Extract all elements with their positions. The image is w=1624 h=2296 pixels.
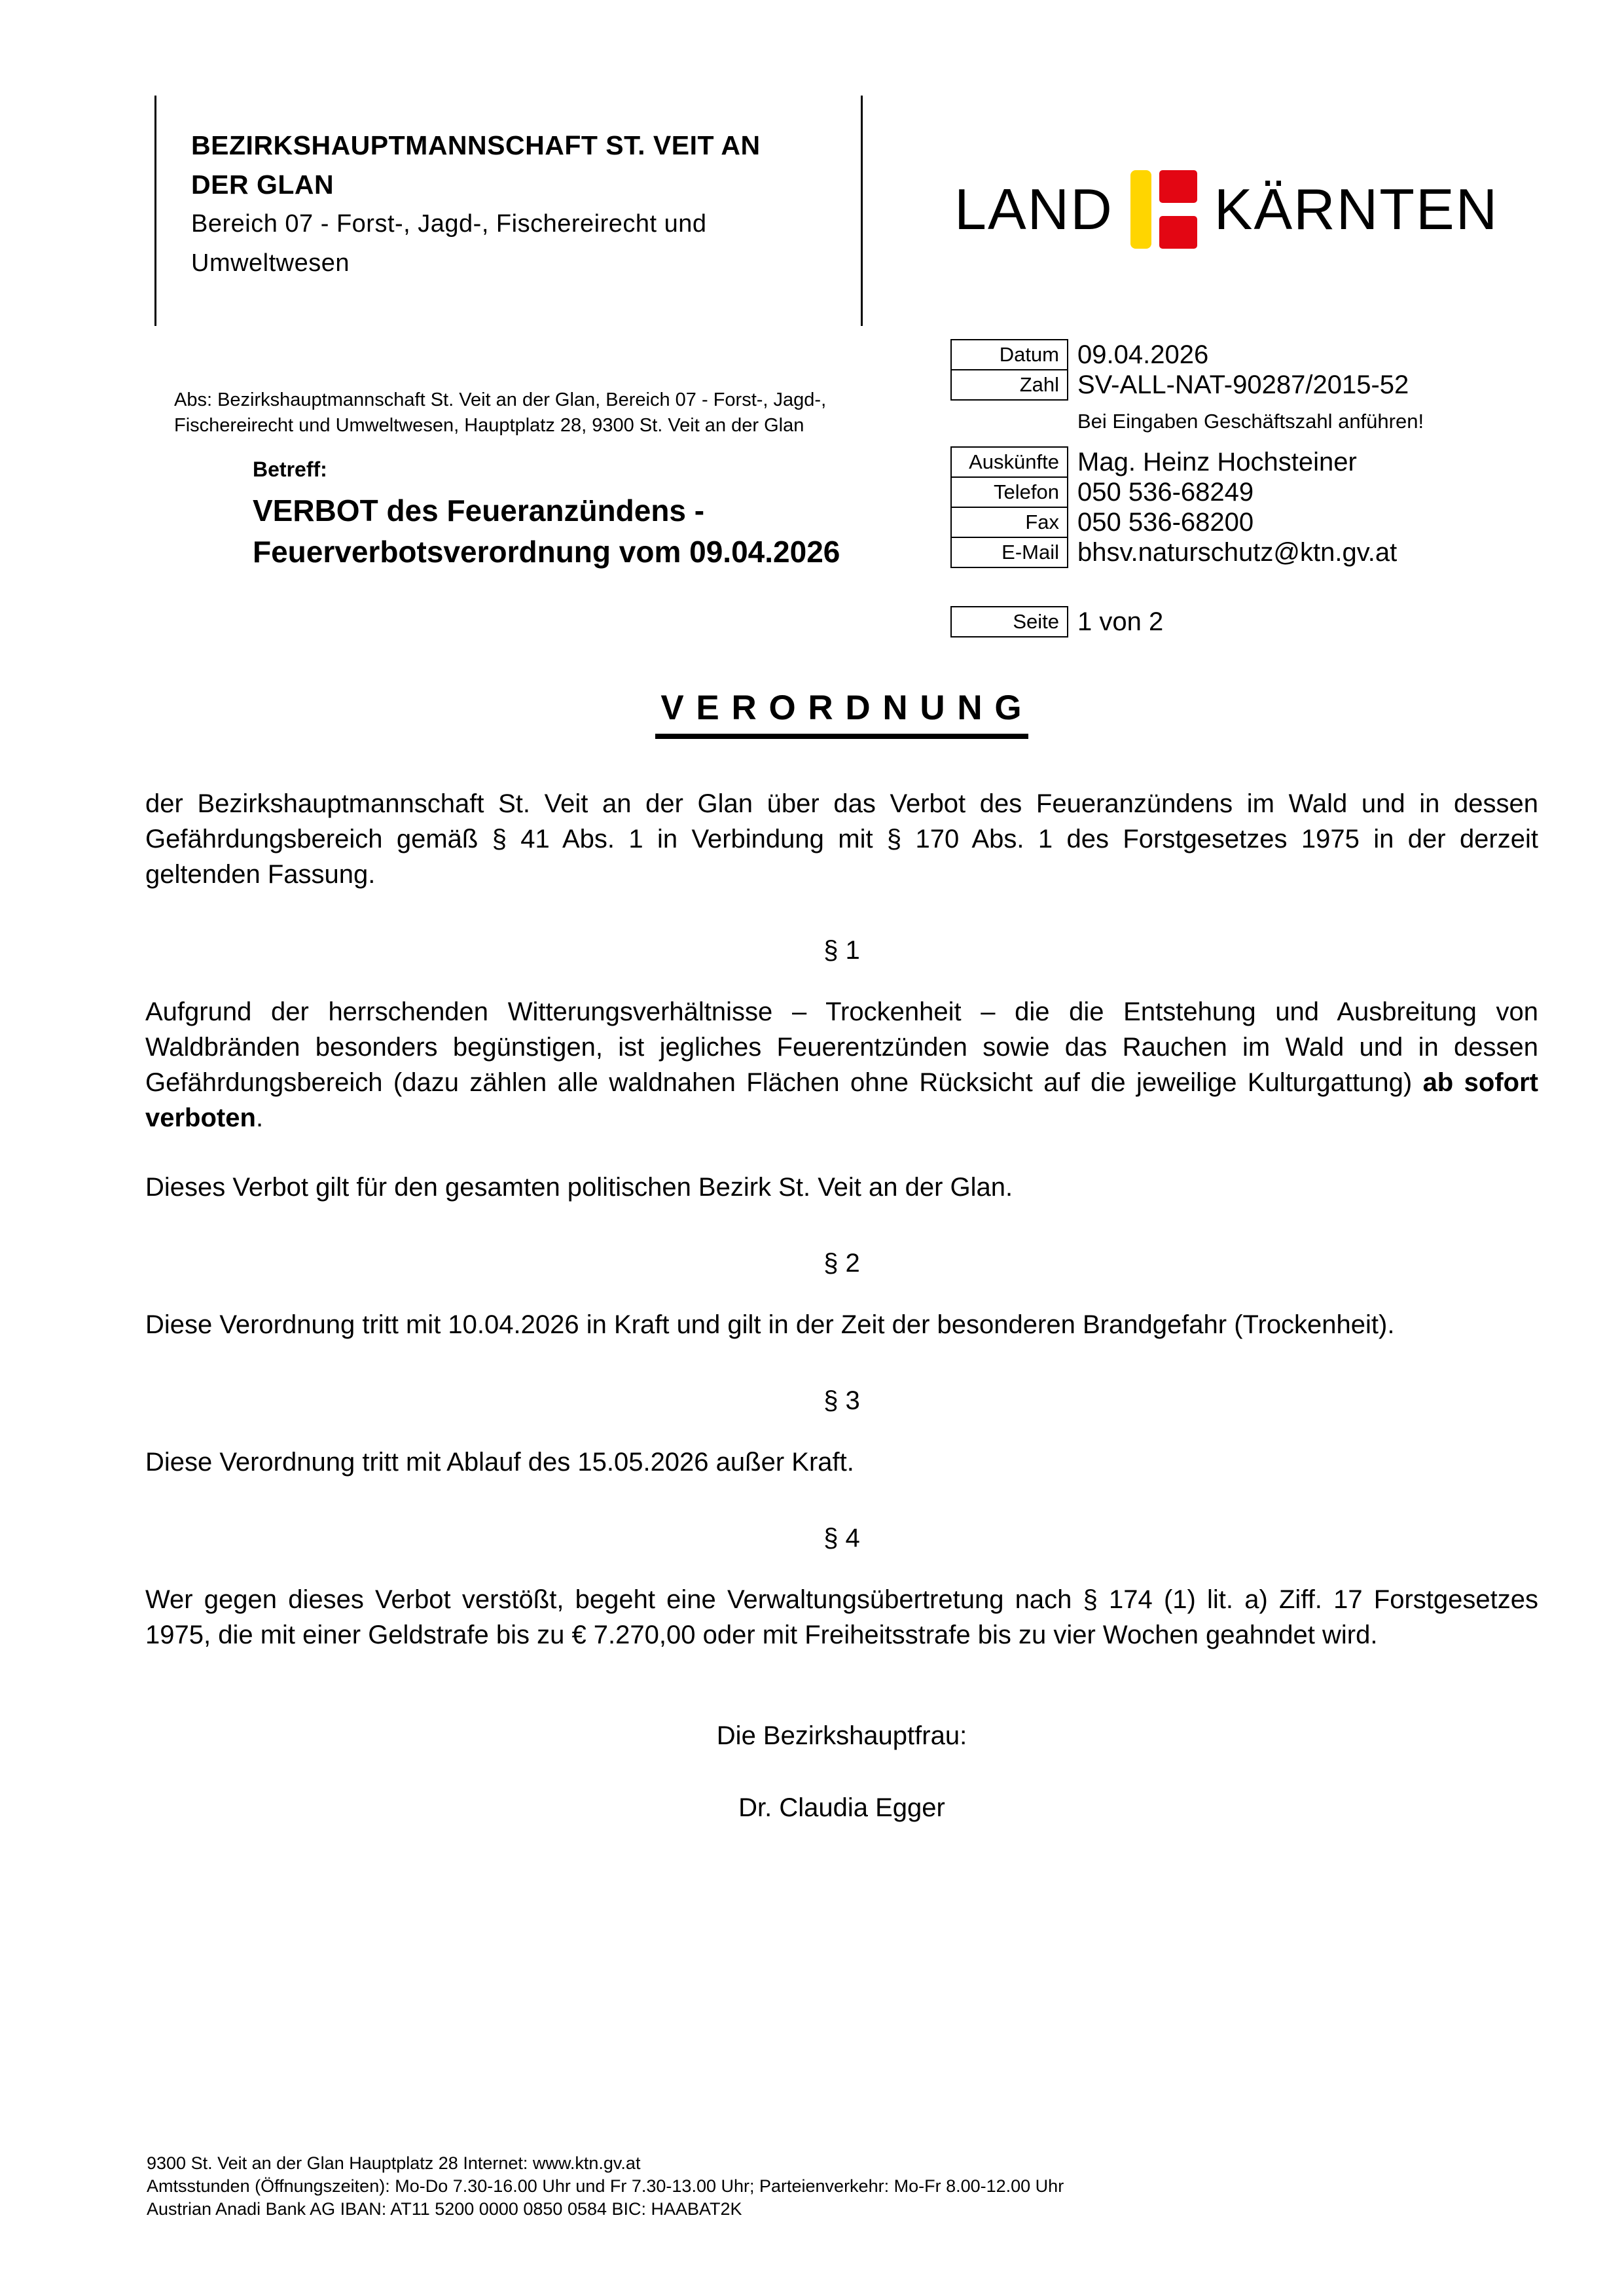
meta-row-fax [950,507,1424,538]
logo-word-land: LAND [954,177,1113,242]
letterhead-right-rule [861,96,863,326]
section-1-paragraph-1 [145,994,1538,1136]
meta-value-seite: 1 von 2 [1077,607,1164,636]
meta-value-zahl: SV-ALL-NAT-90287/2015-52 [1077,370,1409,399]
logo-red-square-top-icon [1159,170,1197,203]
meta-row-seite [950,606,1424,637]
meta-label-email: E-Mail [950,537,1068,568]
meta-table [950,339,1424,637]
org-name-line-2: DER GLAN [191,170,334,200]
footer-line-3: Austrian Anadi Bank AG IBAN: AT11 5200 0000 0850 0584 BIC: HAABAT2K [147,2199,742,2219]
document-title-wrap [145,689,1538,739]
letterhead-left-rule [154,96,156,326]
meta-label-zahl: Zahl [950,369,1068,401]
meta-row-telefon [950,476,1424,508]
org-dept-line-1: Bereich 07 - Forst-, Jagd-, Fischereirecht und [191,210,707,238]
intro-paragraph: der Bezirkshauptmannschaft St. Veit an der Glan über das Verbot des Feueranzündens im Wald und in dessen Gefährdungsbereich gemäß § 41 Abs. 1 in Verbindung mit § 170 Abs. 1 des Forstgesetzes 1975 in der derzeit geltenden Fassung. [145,789,1538,889]
subject-title [253,490,840,573]
meta-label-auskuenfte: Auskünfte [950,446,1068,478]
subject-title-line-1: VERBOT des Feueranzündens - [253,493,705,528]
logo-yellow-bar-icon [1130,170,1151,249]
meta-value-datum: 09.04.2026 [1077,340,1209,369]
meta-value-fax: 050 536-68200 [1077,507,1254,537]
document-body [145,689,1538,1825]
section-2-paragraph: Diese Verordnung tritt mit 10.04.2026 in Kraft und gilt in der Zeit der besonderen Brandgefahr (Trockenheit). [145,1310,1395,1339]
subject-label: Betreff: [253,457,327,481]
section-2-heading: § 2 [823,1248,860,1278]
meta-row-datum [950,339,1424,370]
section-1-heading: § 1 [823,935,860,965]
section-3-heading: § 3 [823,1386,860,1415]
meta-label-fax: Fax [950,507,1068,538]
sender-line-2: Fischereirecht und Umweltwesen, Hauptplatz 28, 9300 St. Veit an der Glan [174,415,804,436]
meta-label-datum: Datum [950,339,1068,370]
kaernten-flag-icon [1130,169,1197,250]
sender-address-line [174,387,826,439]
section-3-paragraph: Diese Verordnung tritt mit Ablauf des 15.05.2026 außer Kraft. [145,1447,854,1477]
letterhead [191,126,761,283]
meta-value-telefon: 050 536-68249 [1077,477,1254,507]
meta-row-zahl [950,369,1424,401]
section-1-paragraph-1-bold: ab sofort verboten [145,1067,1538,1132]
section-1-paragraph-1-period: . [255,1103,264,1132]
section-4-heading: § 4 [823,1523,860,1552]
document-title: V E R O R D N U N G [655,689,1028,739]
subject-block [253,456,840,573]
logo-red-square-bottom-icon [1159,216,1197,249]
page-footer [147,2152,1064,2221]
subject-title-line-2: Feuerverbotsverordnung vom 09.04.2026 [253,535,840,569]
footer-line-1: 9300 St. Veit an der Glan Hauptplatz 28 Internet: www.ktn.gv.at [147,2153,641,2173]
kaernten-logo [954,169,1498,250]
org-name-line-1: BEZIRKSHAUPTMANNSCHAFT ST. VEIT AN [191,130,761,160]
meta-contact-group [950,446,1424,568]
section-1-paragraph-2: Dieses Verbot gilt für den gesamten politischen Bezirk St. Veit an der Glan. [145,1172,1013,1202]
logo-word-kaernten: KÄRNTEN [1214,177,1499,242]
sender-line-1: Abs: Bezirkshauptmannschaft St. Veit an der Glan, Bereich 07 - Forst-, Jagd-, [174,389,827,410]
meta-label-seite: Seite [950,606,1068,637]
meta-value-auskuenfte: Mag. Heinz Hochsteiner [1077,447,1357,476]
section-4-paragraph: Wer gegen dieses Verbot verstößt, begeht eine Verwaltungsübertretung nach § 174 (1) lit. a) Ziff. 17 Forstgesetzes 1975, die mit einer Geldstrafe bis zu € 7.270,00 oder mit Freiheitsstrafe bis zu vier Wochen geahndet wird. [145,1585,1538,1649]
meta-label-telefon: Telefon [950,476,1068,508]
meta-note: Bei Eingaben Geschäftszahl anführen! [1077,410,1424,433]
closing-role: Die Bezirkshauptfrau: [716,1721,967,1750]
meta-row-auskuenfte [950,446,1424,478]
org-dept-line-2: Umweltwesen [191,249,350,277]
closing-signer-name: Dr. Claudia Egger [738,1793,945,1822]
meta-row-email [950,537,1424,568]
meta-value-email: bhsv.naturschutz@ktn.gv.at [1077,537,1398,567]
section-1-paragraph-1-text: Aufgrund der herrschenden Witterungsverhältnisse – Trockenheit – die die Entstehung und Ausbreitung von Waldbränden besonders begünstigen, ist jegliches Feuerentzünden sowie das Rauchen im Wald und in dessen Gefährdungsbereich (dazu zählen alle waldnahen Flächen ohne Rücksicht auf die jeweilige Kulturgattung) [145,997,1538,1097]
footer-line-2: Amtsstunden (Öffnungszeiten): Mo-Do 7.30-16.00 Uhr und Fr 7.30-13.00 Uhr; Parteienverkehr: Mo-Fr 8.00-12.00 Uhr [147,2176,1064,2196]
